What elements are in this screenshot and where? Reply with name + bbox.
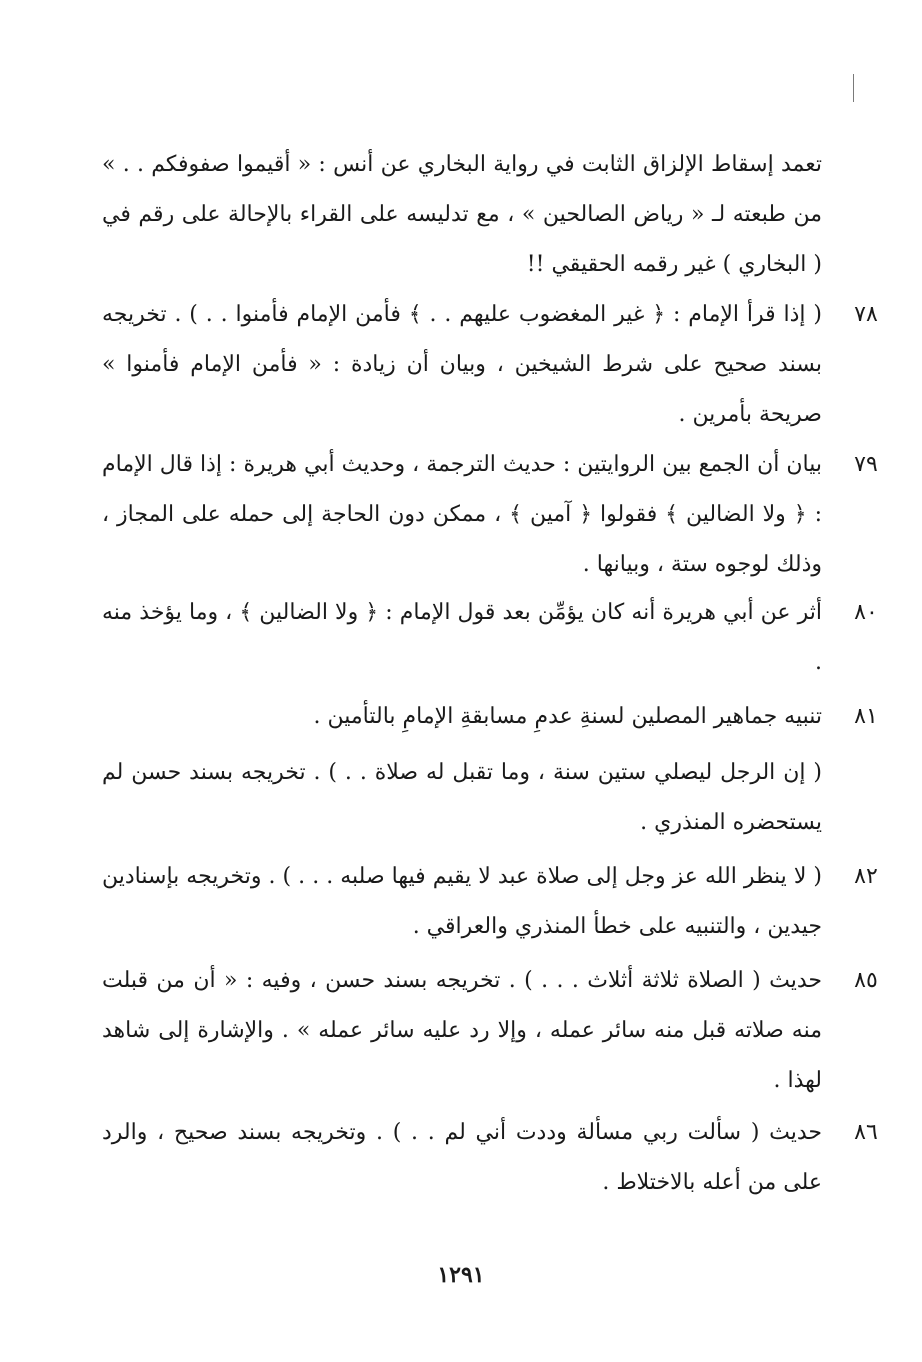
list-item-81: [102, 692, 878, 742]
item-number: ٧٨: [854, 302, 878, 327]
list-item-86: [102, 1108, 878, 1208]
intro-paragraph: تعمد إسقاط الإلزاق الثابت في رواية البخاري عن أنس : « أقيموا صفوفكم . . » من طبعته لـ « رياض الصالحين » ، مع تدليسه على القراء بالإحالة على رقم في ( البخاري ) غير رقمه الحقيقي !!: [102, 152, 822, 277]
list-item-79: [102, 440, 878, 590]
list-item-78: [102, 290, 878, 440]
list-item-85: [102, 956, 878, 1106]
item-number: ٨٠: [854, 600, 878, 625]
item-text: ( إذا قرأ الإمام : ﴿ غير المغضوب عليهم . . ﴾ فأمن الإمام فأمنوا . . ) . تخريجه بسند صحيح على شرط الشيخين ، وبيان أن زيادة : « فأمن الإمام فأمنوا » صريحة بأمرين .: [102, 302, 822, 427]
page-number: ١٢٩١: [437, 1262, 485, 1288]
item-number: ٨٦: [854, 1120, 878, 1145]
list-item-80: [102, 588, 878, 688]
item-text: حديث ( الصلاة ثلاثة أثلاث . . . ) . تخريجه بسند حسن ، وفيه : « أن من قبلت منه صلاته قبل منه سائر عمله ، وإلا رد عليه سائر عمله » . والإشارة إلى شاهد لهذا .: [102, 968, 822, 1093]
item-text: ( لا ينظر الله عز وجل إلى صلاة عبد لا يقيم فيها صلبه . . . ) . وتخريجه بإسنادين جيدين ، والتنبيه على خطأ المنذري والعراقي .: [102, 864, 822, 939]
item-number: ٨١: [854, 704, 878, 729]
item-text: بيان أن الجمع بين الروايتين : حديث الترجمة ، وحديث أبي هريرة : إذا قال الإمام : ﴿ ولا الضالين ﴾ فقولوا ﴿ آمين ﴾ ، ممكن دون الحاجة إلى حمله على المجاز ، وذلك لوجوه ستة ، وبيانها .: [102, 452, 822, 577]
page-edge-mark: [853, 74, 854, 102]
item-text: أثر عن أبي هريرة أنه كان يؤمِّن بعد قول الإمام : ﴿ ولا الضالين ﴾ ، وما يؤخذ منه .: [102, 600, 822, 675]
item-text: تنبيه جماهير المصلين لسنةِ عدمِ مسابقةِ الإمامِ بالتأمين .: [313, 704, 822, 729]
item-number: ٧٩: [854, 452, 878, 477]
item-text: حديث ( سألت ربي مسألة وددت أني لم . . ) . وتخريجه بسند صحيح ، والرد على من أعله بالاختلاط .: [102, 1120, 822, 1195]
item-number: ٨٥: [854, 968, 878, 993]
list-item-unnumbered: [102, 748, 822, 848]
item-text: ( إن الرجل ليصلي ستين سنة ، وما تقبل له صلاة . . ) . تخريجه بسند حسن لم يستحضره المنذري .: [102, 760, 822, 835]
item-number: ٨٢: [854, 864, 878, 889]
list-item-82: [102, 852, 878, 952]
